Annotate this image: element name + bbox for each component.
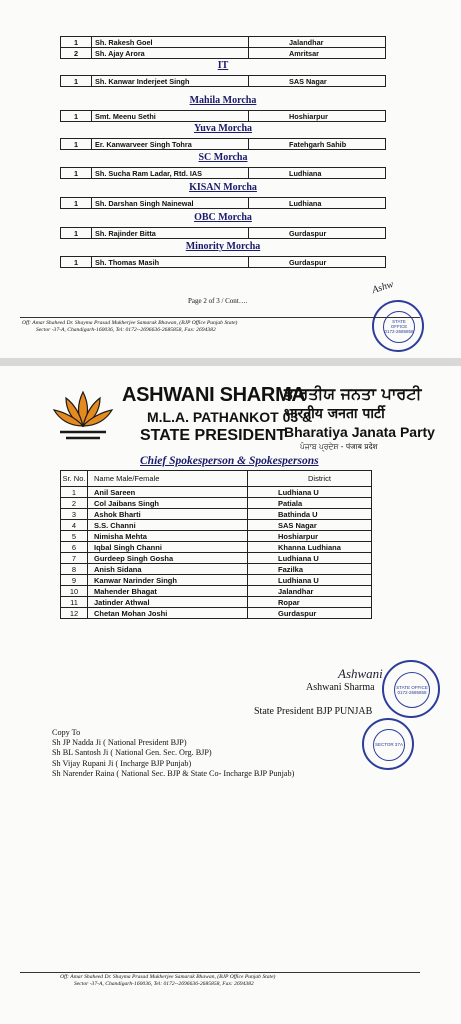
table-cell: Col Jaibans Singh	[88, 498, 248, 509]
bjp-office-stamp: STATE OFFICE 0172-2685858	[372, 300, 424, 352]
table-cell: S.S. Channi	[88, 520, 248, 531]
document-page-1	[0, 0, 461, 358]
table-cell: Chetan Mohan Joshi	[88, 608, 248, 619]
table-cell: 4	[61, 520, 88, 531]
table-cell: Jalandhar	[248, 586, 372, 597]
table-cell: 9	[61, 575, 88, 586]
copy-to-item: Sh Narender Raina ( National Sec. BJP & State Co- Incharge BJP Punjab)	[52, 768, 295, 778]
column-header: Name Male/Female	[88, 471, 248, 487]
table-cell: Nimisha Mehta	[88, 531, 248, 542]
table-cell: Sh. Ajay Arora	[92, 48, 249, 59]
section-heading: Minority Morcha	[185, 241, 261, 252]
table-cell: Sh. Rajinder Bitta	[92, 228, 249, 239]
copy-to-block	[52, 728, 294, 779]
table-cell: 8	[61, 564, 88, 575]
table-row	[61, 228, 386, 239]
table-cell: Mahender Bhagat	[88, 586, 248, 597]
table-cell: Ludhiana U	[248, 575, 372, 586]
table-row	[61, 586, 372, 597]
table-cell: 1	[61, 76, 92, 87]
page-note: Page 2 of 3 / Cont….	[188, 297, 248, 305]
table-cell: Gurdeep Singh Gosha	[88, 553, 248, 564]
table-cell: Smt. Meenu Sethi	[92, 111, 249, 122]
table-cell: Gurdaspur	[249, 228, 386, 239]
table-row	[61, 564, 372, 575]
table-cell: SAS Nagar	[248, 520, 372, 531]
section-heading: Yuva Morcha	[193, 123, 253, 134]
copy-to-heading: Copy To	[52, 728, 81, 737]
table-cell: Sh. Darshan Singh Nainewal	[92, 198, 249, 209]
table-cell: Ludhiana	[249, 168, 386, 179]
table-cell: Ludhiana	[249, 198, 386, 209]
section-table	[60, 167, 386, 179]
bjp-office-stamp-2: SECTOR 37A	[362, 718, 414, 770]
bjp-office-stamp: STATE OFFICE 0172-2685858	[382, 660, 440, 718]
table-row	[61, 520, 372, 531]
table-cell: Bathinda U	[248, 509, 372, 520]
table-cell: Kanwar Narinder Singh	[88, 575, 248, 586]
signatory-name: Ashwani Sharma	[306, 682, 375, 693]
table-cell: Iqbal Singh Channi	[88, 542, 248, 553]
table-cell: 10	[61, 586, 88, 597]
section-table	[60, 138, 386, 150]
table-cell: Jatinder Athwal	[88, 597, 248, 608]
table-cell: Khanna Ludhiana	[248, 542, 372, 553]
letterhead-mla: M.L.A. PATHANKOT 03 &	[147, 409, 313, 425]
letterhead-name: ASHWANI SHARMA	[122, 384, 306, 406]
table-cell: Patiala	[248, 498, 372, 509]
table-row	[61, 509, 372, 520]
table-row	[61, 575, 372, 586]
table-cell: 11	[61, 597, 88, 608]
table-cell: Sh. Kanwar Inderjeet Singh	[92, 76, 249, 87]
signatory-post: State President BJP PUNJAB	[254, 706, 373, 717]
section-heading: OBC Morcha	[194, 212, 252, 223]
table-cell: 5	[61, 531, 88, 542]
table-cell: 1	[61, 139, 92, 150]
column-header: Sr. No.	[61, 471, 88, 487]
table-row	[61, 76, 386, 87]
table-cell: 1	[61, 228, 92, 239]
section-heading: Mahila Morcha	[189, 95, 257, 106]
table-row	[61, 257, 386, 268]
table-cell: Er. Kanwarveer Singh Tohra	[92, 139, 249, 150]
table-cell: 1	[61, 37, 92, 48]
section-table	[60, 256, 386, 268]
footer-divider	[20, 317, 420, 318]
table-cell: 12	[61, 608, 88, 619]
page-gap	[0, 358, 461, 366]
footer-address: Off: Amar Shaheed Dr. Shayma Prasad Mukherjee Samarak Bhawan, (BJP Office Punjab State) Sector -37-A, Chandigarh-160036, Tel: 0172--2696636-2685858, Fax: 2694382	[60, 974, 276, 987]
section-heading: SC Morcha	[198, 152, 248, 163]
section-table	[60, 227, 386, 239]
party-name-english: Bharatiya Janata Party	[284, 424, 435, 440]
copy-to-item: Sh Vijay Rupani Ji ( Incharge BJP Punjab)	[52, 758, 192, 768]
letterhead-post: STATE PRESIDENT	[140, 427, 287, 444]
table-cell: 2	[61, 498, 88, 509]
footer-divider	[20, 972, 420, 973]
table-cell: 7	[61, 553, 88, 564]
table-row	[61, 553, 372, 564]
table-row	[61, 139, 386, 150]
table-cell: 1	[61, 111, 92, 122]
section-heading: KISAN Morcha	[189, 182, 257, 193]
section-table	[60, 75, 386, 87]
table-row	[61, 542, 372, 553]
table-cell: Gurdaspur	[248, 608, 372, 619]
document-page-2	[0, 366, 461, 1024]
table-cell: Hoshiarpur	[248, 531, 372, 542]
table-cell: 1	[61, 198, 92, 209]
table-cell: 1	[61, 257, 92, 268]
table-cell: Sh. Rakesh Goel	[92, 37, 249, 48]
table-cell: 1	[61, 487, 88, 498]
copy-to-item: Sh BL Santosh Ji ( National Gen. Sec. Org. BJP)	[52, 748, 212, 758]
table-row	[61, 531, 372, 542]
bjp-lotus-icon	[50, 386, 116, 444]
table-row	[61, 608, 372, 619]
table-row	[61, 37, 386, 48]
initial-signature: Ashw	[370, 278, 395, 297]
table-cell: 3	[61, 509, 88, 520]
table-cell: Ropar	[248, 597, 372, 608]
table-cell: SAS Nagar	[249, 76, 386, 87]
footer-address: Off: Amar Shaheed Dr. Shayma Prasad Mukherjee Samarak Bhawan, (BJP Office Punjab State) Sector -37-A, Chandigarh-160036, Tel: 0172--2696636-2685858, Fax: 2694382	[22, 320, 238, 333]
table-cell: Sh. Thomas Masih	[92, 257, 249, 268]
column-header: District	[248, 471, 372, 487]
table-row	[61, 487, 372, 498]
table-cell: Ludhiana U	[248, 487, 372, 498]
section-heading: IT	[217, 60, 229, 71]
table-cell: Fazilka	[248, 564, 372, 575]
table-row	[61, 597, 372, 608]
table-cell: Ludhiana U	[248, 553, 372, 564]
table-row	[61, 198, 386, 209]
section-table	[60, 197, 386, 209]
table-cell: Fatehgarh Sahib	[249, 139, 386, 150]
signature: Ashwani	[338, 666, 383, 681]
table-cell: 6	[61, 542, 88, 553]
copy-to-item: Sh JP Nadda Ji ( National President BJP)	[52, 738, 187, 748]
table-row	[61, 48, 386, 59]
section-table	[60, 110, 386, 122]
party-name-punjabi: ਭਾਰਤੀਯ ਜਨਤਾ ਪਾਰਟੀ	[284, 384, 422, 403]
party-name-hindi: भारतीय जनता पार्टी	[284, 406, 385, 422]
table-cell: 1	[61, 168, 92, 179]
table-cell: Ashok Bharti	[88, 509, 248, 520]
table-row	[61, 498, 372, 509]
top-table	[60, 36, 386, 59]
spokespersons-table	[60, 470, 372, 619]
table-cell: Sh. Sucha Ram Ladar, Rtd. IAS	[92, 168, 249, 179]
table-cell: 2	[61, 48, 92, 59]
table-cell: Hoshiarpur	[249, 111, 386, 122]
table-row	[61, 111, 386, 122]
table-row	[61, 168, 386, 179]
table-title: Chief Spokesperson & Spokespersons	[140, 455, 319, 467]
table-cell: Anish Sidana	[88, 564, 248, 575]
table-cell: Jalandhar	[249, 37, 386, 48]
table-cell: Gurdaspur	[249, 257, 386, 268]
table-cell: Anil Sareen	[88, 487, 248, 498]
table-cell: Amritsar	[249, 48, 386, 59]
party-state-label: ਪੰਜਾਬ ਪ੍ਰਦੇਸ਼ - पंजाब प्रदेश	[300, 442, 378, 451]
